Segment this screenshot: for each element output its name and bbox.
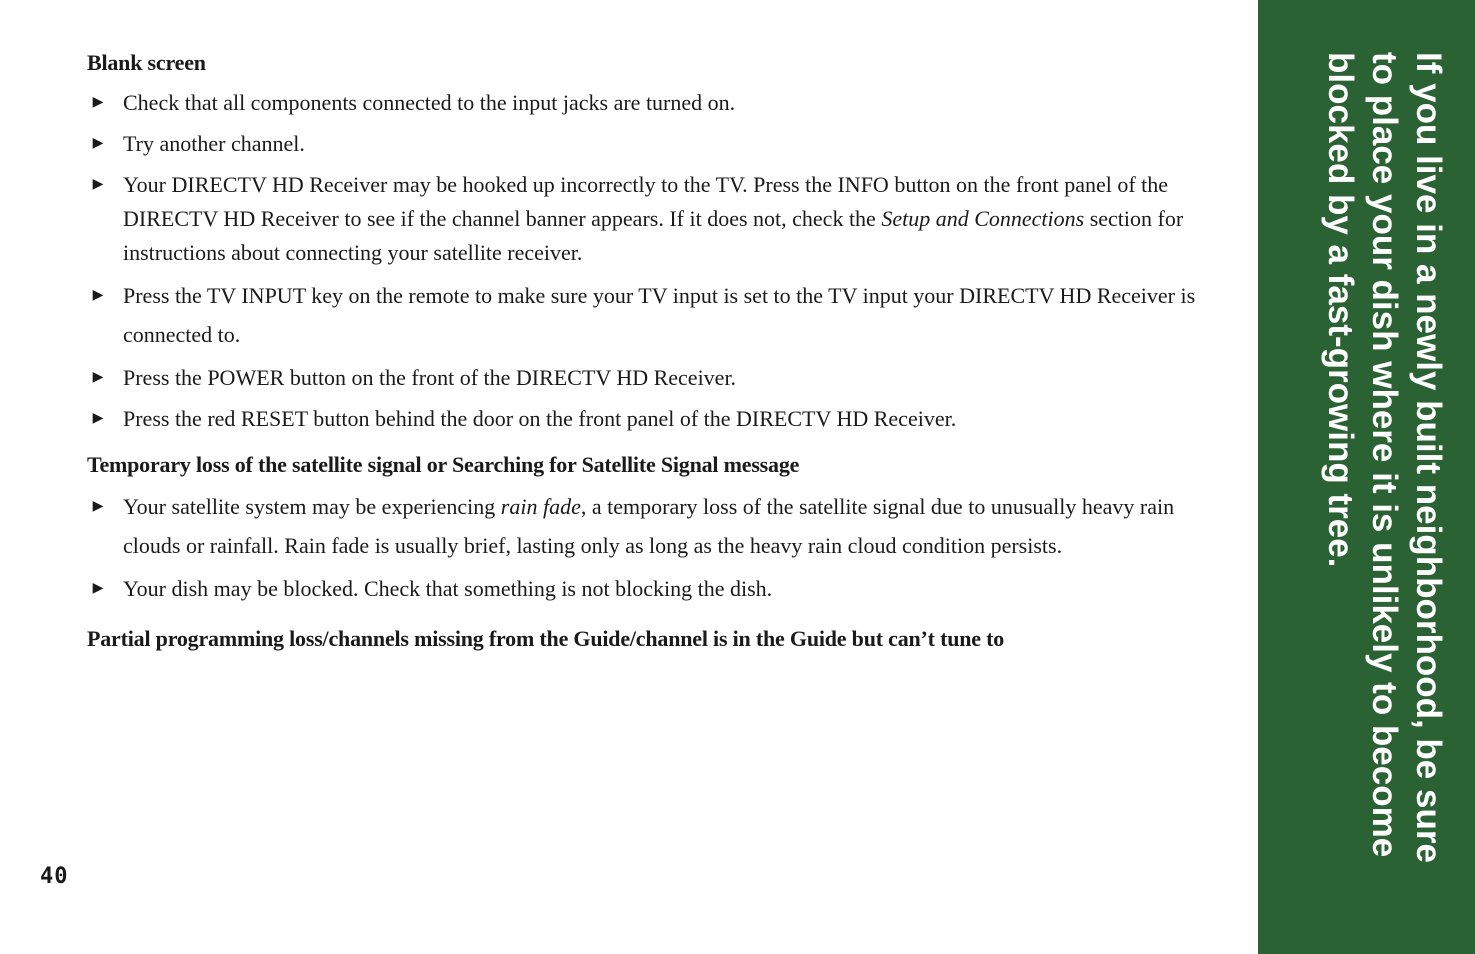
sidebar-tip-line: If you live in a newly built neighborhood, be sure <box>1409 52 1448 863</box>
right-triangle-bullet-icon: ▶ <box>92 499 104 514</box>
right-triangle-bullet-icon: ▶ <box>92 95 104 110</box>
sidebar-tip-text <box>1318 52 1450 863</box>
bullet-text-italic: Setup and Connections <box>881 206 1085 231</box>
bullet-text: , a temporary loss of the satellite signal due to unusually heavy rain clouds or rainfall. Rain fade is usually brief, lasting only as long as the heavy rain cloud condition persists. <box>123 494 1175 558</box>
list-item <box>87 488 1222 565</box>
bullet-text: Your dish may be blocked. Check that something is not blocking the dish. <box>123 576 773 601</box>
bullet-text: Your satellite system may be experiencing <box>123 494 501 519</box>
bullet-list-satellite-signal-loss <box>87 488 1222 606</box>
right-triangle-bullet-icon: ▶ <box>92 370 104 385</box>
section-heading-satellite-signal-loss: Temporary loss of the satellite signal or Searching for Satellite Signal message <box>87 452 800 477</box>
bullet-text-italic: rain fade <box>500 494 581 519</box>
list-item <box>87 86 1222 120</box>
sidebar-tip-line: blocked by a fast-growing tree. <box>1321 52 1360 568</box>
section-heading-blank-screen: Blank screen <box>87 50 206 75</box>
right-triangle-bullet-icon: ▶ <box>92 136 104 151</box>
list-item <box>87 402 1222 436</box>
sidebar-tip-line: to place your dish where it is unlikely to become <box>1365 52 1404 858</box>
right-triangle-bullet-icon: ▶ <box>92 411 104 426</box>
right-triangle-bullet-icon: ▶ <box>92 288 104 303</box>
bullet-text: section for instructions about connecting your satellite receiver. <box>123 206 1184 265</box>
bullet-text: Your DIRECTV HD Receiver may be hooked up incorrectly to the TV. Press the INFO button on the front panel of the DIRECTV HD Receiver to see if the channel banner appears. If it does not, check the <box>123 172 1169 231</box>
page-number: 40 <box>40 864 69 889</box>
right-triangle-bullet-icon: ▶ <box>92 581 104 596</box>
list-item <box>87 127 1222 161</box>
main-content <box>87 46 1222 656</box>
right-triangle-bullet-icon: ▶ <box>92 177 104 192</box>
list-item <box>87 572 1222 606</box>
list-item <box>87 361 1222 395</box>
bullet-text: Press the POWER button on the front of the DIRECTV HD Receiver. <box>123 365 737 390</box>
bullet-text: Press the TV INPUT key on the remote to make sure your TV input is set to the TV input your DIRECTV HD Receiver is connected to. <box>123 283 1196 347</box>
list-item <box>87 277 1222 354</box>
section-heading-partial-programming-loss: Partial programming loss/channels missing from the Guide/channel is in the Guide but can’t tune to <box>87 626 1005 651</box>
bullet-list-blank-screen <box>87 86 1222 436</box>
list-item <box>87 168 1222 270</box>
bullet-text: Check that all components connected to the input jacks are turned on. <box>123 90 736 115</box>
bullet-text: Try another channel. <box>123 131 305 156</box>
tip-sidebar <box>1258 0 1475 954</box>
bullet-text: Press the red RESET button behind the door on the front panel of the DIRECTV HD Receiver. <box>123 406 957 431</box>
